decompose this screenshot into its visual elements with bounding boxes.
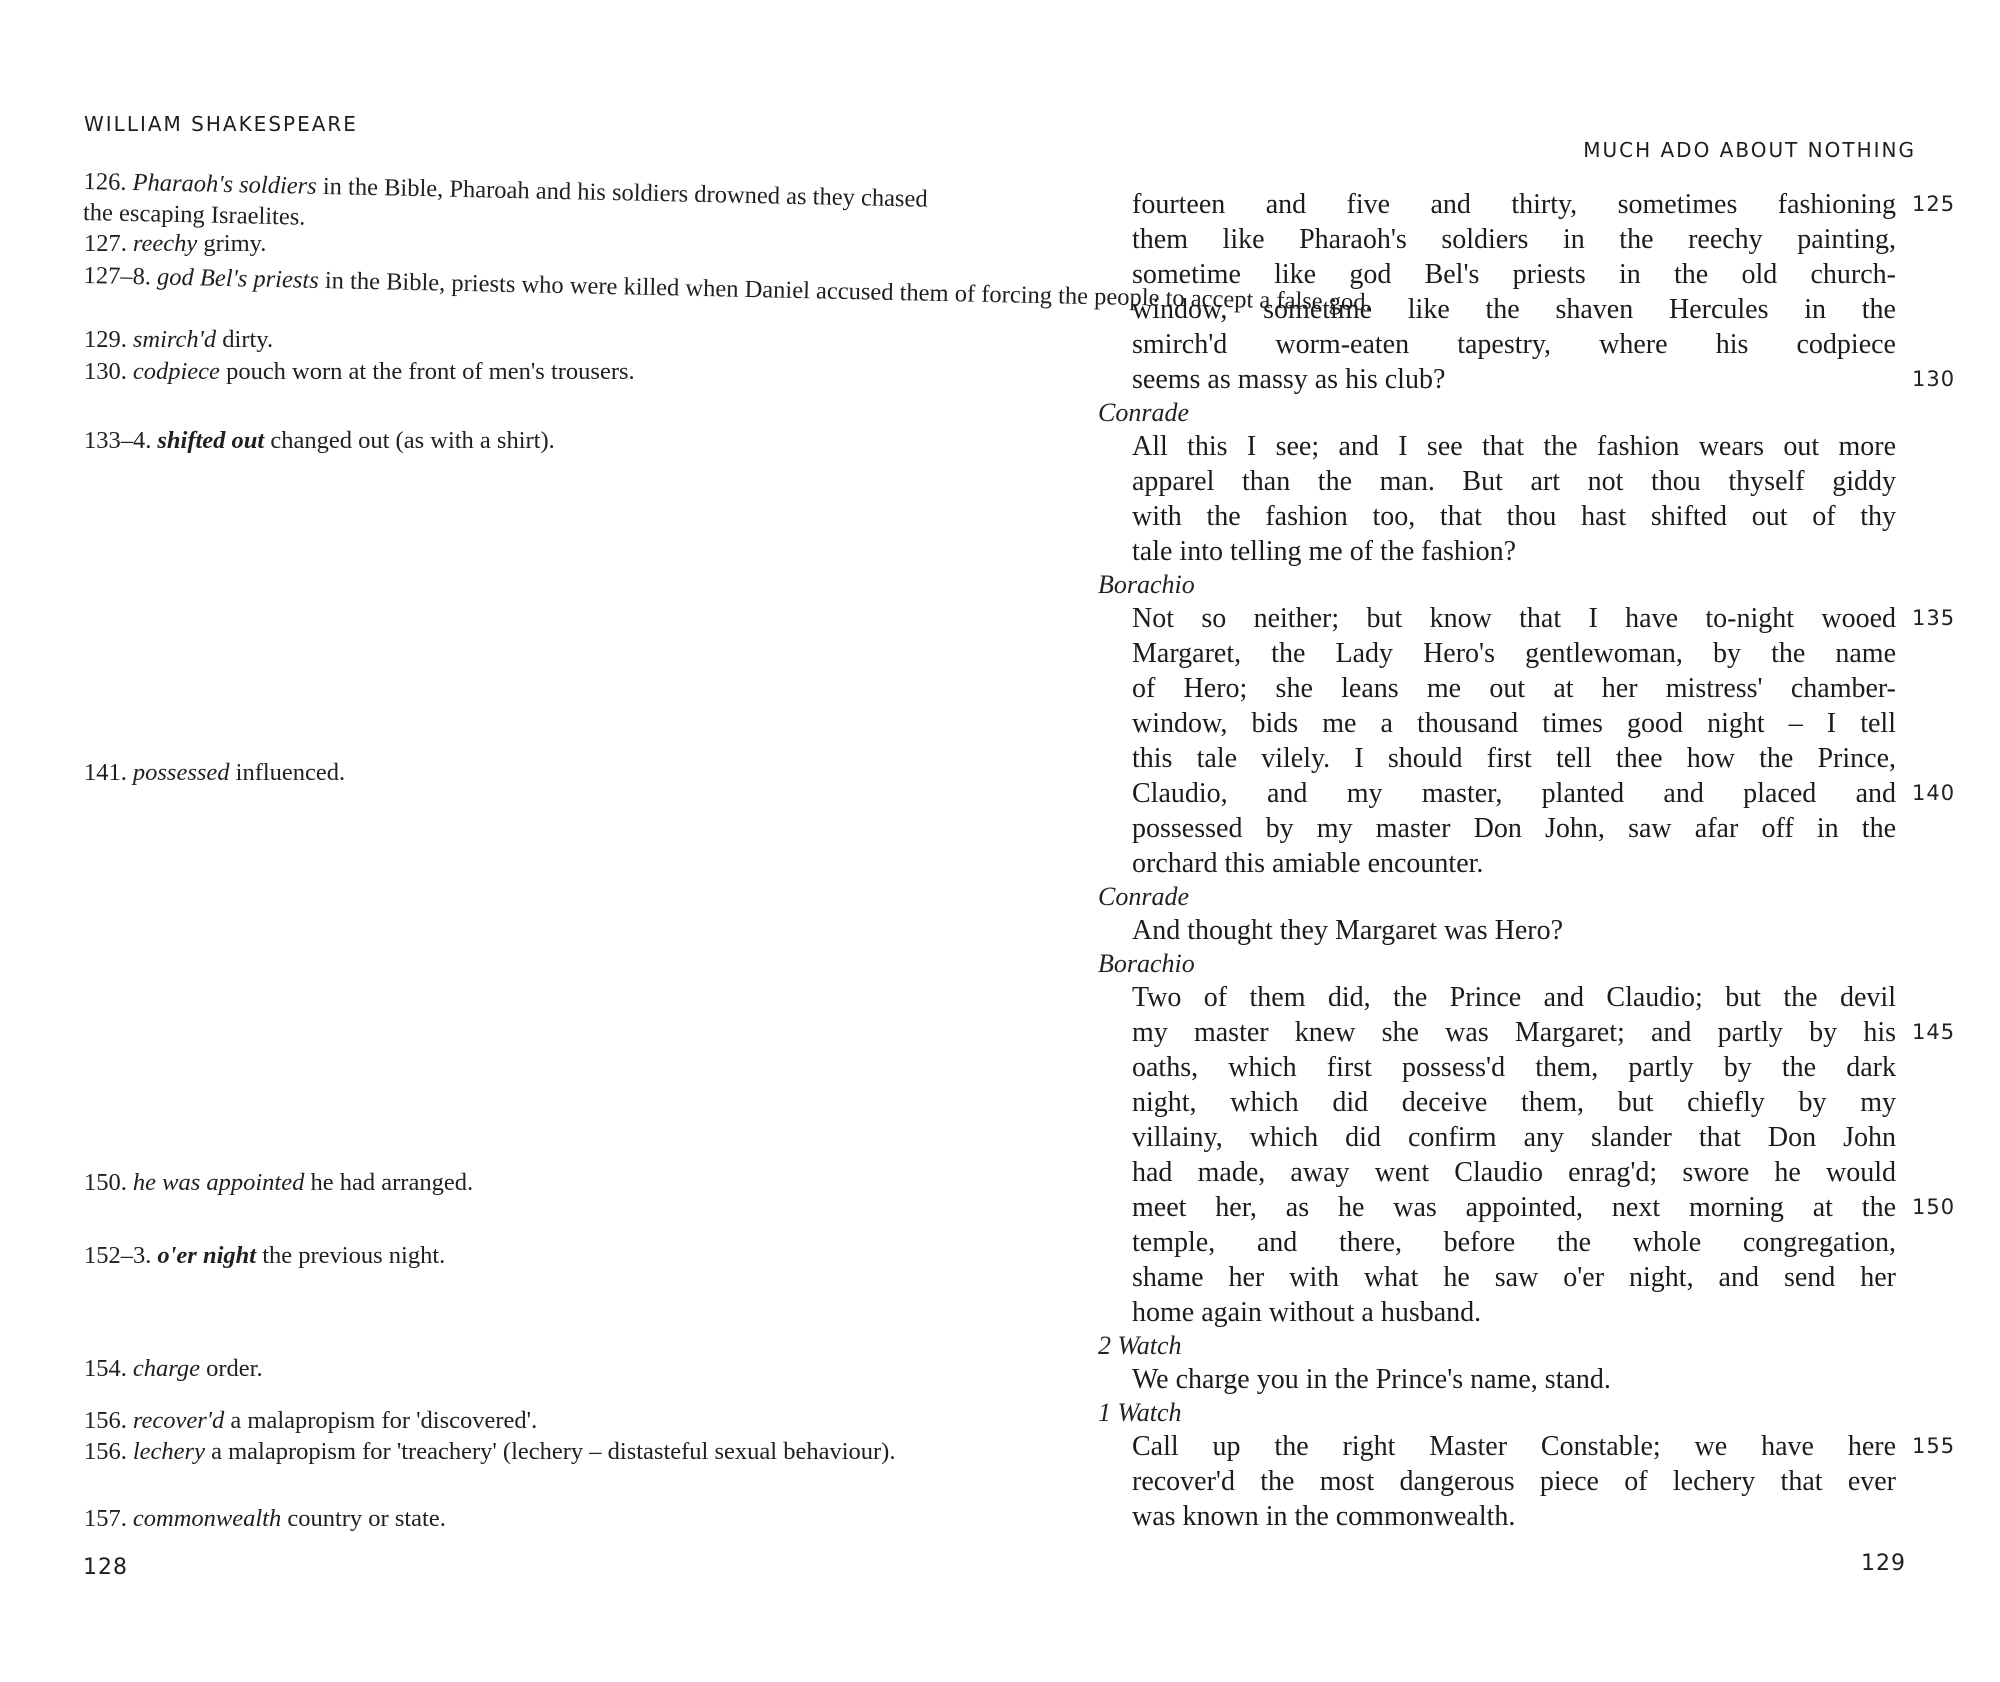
note-gloss: a malapropism for 'discovered'.	[230, 1407, 538, 1434]
line-text: apparel than the man. But art not thou thyself giddy	[1132, 466, 1896, 497]
line-text: window, sometime like the shaven Hercules in the	[1132, 294, 1896, 325]
note-number: 127.	[84, 230, 127, 257]
verse-line	[1132, 292, 1896, 327]
verse-line	[1132, 1015, 1956, 1050]
note-gloss: country or state.	[287, 1505, 446, 1532]
line-text: temple, and there, before the whole congregation,	[1132, 1227, 1896, 1258]
line-text: Claudio, and my master, planted and placed and	[1132, 778, 1896, 809]
line-text: Call up the right Master Constable; we have here	[1132, 1431, 1896, 1462]
line-text: night, which did deceive them, but chiefly by my	[1132, 1087, 1896, 1118]
note-number: 152–3.	[84, 1242, 152, 1269]
note-number: 150.	[84, 1169, 127, 1196]
line-text: fourteen and five and thirty, sometimes fashioning	[1132, 189, 1896, 220]
note-term: Pharaoh's soldiers	[132, 169, 318, 200]
verse-line	[1132, 671, 1896, 706]
verse-line	[1132, 1120, 1896, 1155]
speaker-name: Borachio	[1098, 570, 1195, 599]
note-gloss: order.	[206, 1355, 263, 1382]
note-term: god Bel's priests	[156, 263, 320, 294]
note-number: 156.	[84, 1407, 127, 1434]
line-text: We charge you in the Prince's name, stand.	[1132, 1364, 1611, 1395]
note-term: possessed	[132, 759, 230, 786]
note-gloss: the previous night.	[262, 1242, 446, 1269]
note-gloss: influenced.	[235, 759, 346, 786]
note-term: recover'd	[132, 1407, 225, 1434]
right-page-number: 129	[1861, 1551, 1906, 1576]
line-number: 150	[1912, 1195, 1956, 1219]
line-number: 145	[1912, 1020, 1956, 1044]
verse-line	[1132, 1190, 1956, 1225]
verse-line	[1132, 846, 1896, 881]
verse-line	[1132, 222, 1896, 257]
verse-line	[1132, 534, 1896, 569]
line-text: possessed by my master Don John, saw afar off in the	[1132, 813, 1896, 844]
speaker-name: 1 Watch	[1098, 1398, 1182, 1427]
note-term: he was appointed	[132, 1169, 305, 1196]
note-154	[84, 1353, 944, 1384]
speech-lines	[1132, 1362, 1928, 1397]
note-term: shifted out	[157, 427, 265, 454]
note-term: smirch'd	[132, 326, 217, 353]
play-text	[1098, 187, 1956, 1534]
speech-lines	[1132, 601, 1956, 881]
note-gloss: grimy.	[203, 230, 267, 257]
verse-line	[1132, 1464, 1896, 1499]
verse-line	[1132, 1225, 1896, 1260]
note-127-8	[83, 260, 1372, 316]
line-text: sometime like god Bel's priests in the old church-	[1132, 259, 1896, 290]
note-term: lechery	[132, 1438, 205, 1465]
verse-line	[1132, 327, 1896, 362]
verse-line	[1132, 1362, 1896, 1397]
line-number: 130	[1912, 367, 1956, 391]
line-text: had made, away went Claudio enrag'd; swore he would	[1132, 1157, 1896, 1188]
note-number: 126.	[83, 167, 127, 196]
left-page-number: 128	[83, 1555, 128, 1580]
note-129	[84, 324, 944, 355]
line-number: 155	[1912, 1434, 1956, 1458]
line-text: my master knew she was Margaret; and partly by his	[1132, 1017, 1896, 1048]
note-156a	[84, 1405, 944, 1436]
note-gloss: a malapropism for 'treachery' (lechery – distasteful sexual behaviour).	[211, 1438, 896, 1465]
verse-line	[1132, 1295, 1896, 1330]
line-text: shame her with what he saw o'er night, and send her	[1132, 1262, 1896, 1293]
verse-line	[1132, 913, 1896, 948]
note-term: commonwealth	[132, 1505, 282, 1532]
verse-line	[1132, 811, 1896, 846]
note-133-4	[84, 425, 944, 456]
verse-line	[1132, 980, 1896, 1015]
verse-line	[1132, 1499, 1896, 1534]
verse-line	[1132, 429, 1896, 464]
verse-line	[1132, 187, 1956, 222]
note-number: 157.	[84, 1505, 127, 1532]
verse-line	[1132, 1260, 1896, 1295]
line-text: Margaret, the Lady Hero's gentlewoman, by the name	[1132, 638, 1896, 669]
speech-lines	[1132, 187, 1956, 397]
line-number: 135	[1912, 606, 1956, 630]
line-text: smirch'd worm-eaten tapestry, where his codpiece	[1132, 329, 1896, 360]
line-text: with the fashion too, that thou hast shifted out of thy	[1132, 501, 1896, 532]
note-127	[84, 228, 944, 259]
verse-line	[1132, 362, 1956, 397]
note-term: charge	[132, 1355, 200, 1382]
note-term: codpiece	[132, 358, 220, 385]
line-text: All this I see; and I see that the fashion wears out more	[1132, 431, 1896, 462]
speech-lines	[1132, 980, 1956, 1330]
note-term: reechy	[132, 230, 198, 257]
verse-line	[1132, 776, 1956, 811]
line-text: window, bids me a thousand times good night – I tell	[1132, 708, 1896, 739]
speech-lines	[1132, 429, 1928, 569]
note-number: 130.	[84, 358, 127, 385]
note-gloss: in the Bible, Pharoah and his soldiers drowned as they chased the escaping Israelites.	[82, 173, 928, 231]
left-running-head: WILLIAM SHAKESPEARE	[84, 112, 358, 136]
verse-line	[1132, 1429, 1956, 1464]
verse-line	[1132, 706, 1896, 741]
verse-line	[1132, 499, 1896, 534]
line-text: tale into telling me of the fashion?	[1132, 536, 1517, 567]
speech-lines	[1132, 913, 1928, 948]
line-number: 125	[1912, 192, 1956, 216]
note-number: 154.	[84, 1355, 127, 1382]
speech	[1098, 1397, 1956, 1534]
line-text: oaths, which first possess'd them, partly by the dark	[1132, 1052, 1896, 1083]
note-number: 141.	[84, 759, 127, 786]
line-number: 140	[1912, 781, 1956, 805]
speaker-name: Conrade	[1098, 882, 1189, 911]
line-text: orchard this amiable encounter.	[1132, 848, 1484, 879]
speech	[1098, 1330, 1928, 1397]
verse-line	[1132, 257, 1896, 292]
line-text: seems as massy as his club?	[1132, 364, 1446, 395]
note-gloss: changed out (as with a shirt).	[270, 427, 555, 454]
verse-line	[1132, 601, 1956, 636]
note-gloss: he had arranged.	[310, 1169, 474, 1196]
verse-line	[1132, 636, 1896, 671]
line-text: Not so neither; but know that I have to-night wooed	[1132, 603, 1896, 634]
speaker-name: Conrade	[1098, 398, 1189, 427]
note-gloss: in the Bible, priests who were killed when Daniel accused them of forcing the people to accept a false god.	[324, 267, 1372, 316]
line-text: home again without a husband.	[1132, 1297, 1482, 1328]
speech	[1098, 569, 1956, 881]
note-number: 129.	[84, 326, 127, 353]
line-text: Two of them did, the Prince and Claudio; but the devil	[1132, 982, 1896, 1013]
line-text: this tale vilely. I should first tell thee how the Prince,	[1132, 743, 1896, 774]
note-156b	[84, 1436, 914, 1467]
verse-line	[1132, 464, 1896, 499]
speech	[1098, 187, 1956, 397]
right-running-head: MUCH ADO ABOUT NOTHING	[1583, 138, 1916, 162]
note-152-3	[84, 1240, 944, 1271]
speech	[1098, 397, 1928, 569]
note-150	[84, 1167, 944, 1198]
speaker-name: Borachio	[1098, 949, 1195, 978]
line-text: villainy, which did confirm any slander that Don John	[1132, 1122, 1896, 1153]
verse-line	[1132, 1085, 1896, 1120]
note-157	[84, 1503, 944, 1534]
line-text: And thought they Margaret was Hero?	[1132, 915, 1564, 946]
note-130	[84, 356, 944, 387]
note-gloss: dirty.	[222, 326, 274, 353]
verse-line	[1132, 741, 1896, 776]
speech	[1098, 881, 1928, 948]
speech	[1098, 948, 1956, 1330]
line-text: of Hero; she leans me out at her mistress' chamber-	[1132, 673, 1896, 704]
note-number: 156.	[84, 1438, 127, 1465]
speech-lines	[1132, 1429, 1956, 1534]
note-gloss: pouch worn at the front of men's trousers.	[226, 358, 635, 385]
note-number: 133–4.	[84, 427, 152, 454]
note-141	[84, 757, 944, 788]
note-number: 127–8.	[83, 261, 152, 291]
line-text: was known in the commonwealth.	[1132, 1501, 1516, 1532]
line-text: meet her, as he was appointed, next morning at the	[1132, 1192, 1896, 1223]
verse-line	[1132, 1050, 1896, 1085]
speaker-name: 2 Watch	[1098, 1331, 1182, 1360]
line-text: recover'd the most dangerous piece of lechery that ever	[1132, 1466, 1896, 1497]
verse-line	[1132, 1155, 1896, 1190]
line-text: them like Pharaoh's soldiers in the reechy painting,	[1132, 224, 1896, 255]
note-term: o'er night	[157, 1242, 257, 1269]
